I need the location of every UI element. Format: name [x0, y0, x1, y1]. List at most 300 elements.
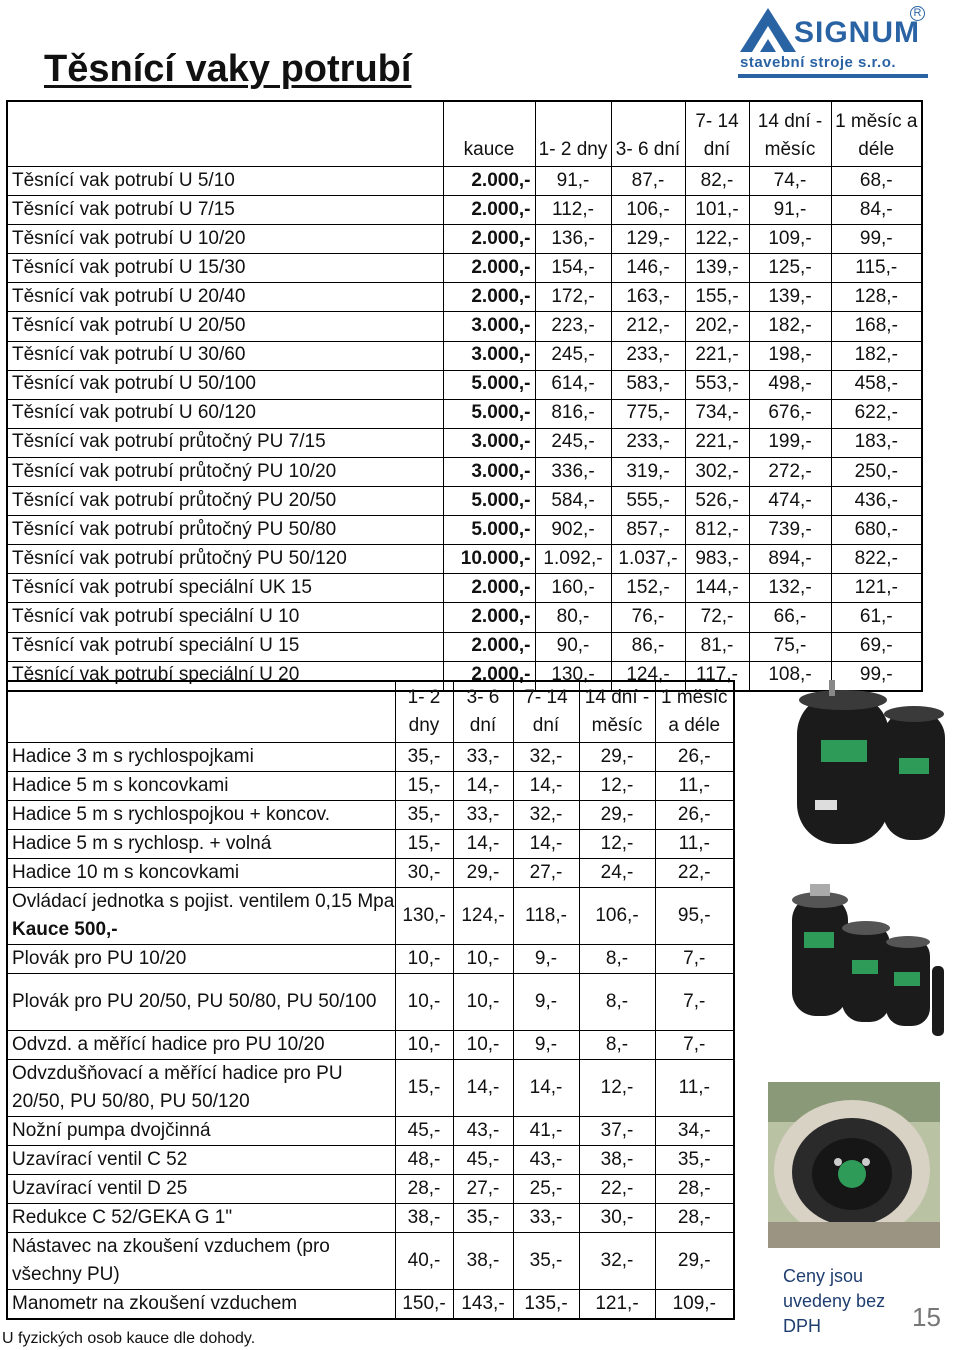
price-cell: 526,- [685, 487, 749, 516]
price-cell: 40,- [395, 1233, 453, 1290]
price-cell: 734,- [685, 399, 749, 428]
item-name: Těsnící vak potrubí U 60/120 [7, 399, 443, 428]
deposit-cell: 2.000,- [443, 167, 535, 196]
price-cell: 11,- [655, 772, 734, 801]
price-cell: 474,- [749, 487, 831, 516]
table-row [7, 457, 922, 486]
table-row [7, 1117, 734, 1146]
item-name: Těsnící vak potrubí speciální U 20 [7, 661, 443, 691]
table-row [7, 830, 734, 859]
item-name [7, 1117, 395, 1146]
price-cell: 7,- [655, 1031, 734, 1060]
table-row [7, 603, 922, 632]
deposit-cell: 2.000,- [443, 283, 535, 312]
price-cell: 29,- [579, 743, 655, 772]
price-cell: 583,- [611, 370, 685, 399]
header-item [7, 101, 443, 167]
header-month-plus: 1 měsíc a déle [655, 681, 734, 743]
price-cell: 10,- [453, 974, 513, 1031]
price-cell: 9,- [513, 945, 579, 974]
table-row [7, 743, 734, 772]
price-cell: 130,- [395, 888, 453, 945]
price-cell: 139,- [749, 283, 831, 312]
logo-underline [738, 74, 928, 78]
price-cell: 30,- [395, 859, 453, 888]
price-cell: 35,- [655, 1146, 734, 1175]
price-cell: 81,- [685, 632, 749, 661]
price-cell: 155,- [685, 283, 749, 312]
item-label: Hadice 10 m s koncovkami [12, 862, 240, 883]
table-row [7, 487, 922, 516]
item-label: Ovládací jednotka s pojist. ventilem 0,15 Mpa [12, 891, 395, 912]
item-label: Uzavírací ventil C 52 [12, 1149, 188, 1170]
deposit-cell: 5.000,- [443, 370, 535, 399]
page-title: Těsnící vaky potrubí [44, 48, 412, 90]
price-cell: 12,- [579, 1060, 655, 1117]
deposit-cell: 3.000,- [443, 428, 535, 457]
price-cell: 319,- [611, 457, 685, 486]
price-cell: 28,- [655, 1175, 734, 1204]
price-cell: 115,- [831, 254, 922, 283]
pipe-installation-photo [768, 1082, 940, 1248]
price-cell: 124,- [611, 661, 685, 691]
price-cell: 86,- [611, 632, 685, 661]
price-cell: 436,- [831, 487, 922, 516]
price-cell: 172,- [535, 283, 611, 312]
price-cell: 14,- [513, 1060, 579, 1117]
page-number: 15 [912, 1302, 941, 1332]
price-cell: 136,- [535, 225, 611, 254]
item-name [7, 1060, 395, 1117]
table-row [7, 196, 922, 225]
item-label: Plovák pro PU 20/50, PU 50/80, PU 50/100 [12, 991, 377, 1012]
header-deposit: kauce [443, 101, 535, 167]
price-cell: 26,- [655, 743, 734, 772]
price-cell: 132,- [749, 574, 831, 603]
price-cell: 212,- [611, 312, 685, 341]
table-row [7, 1290, 734, 1320]
price-cell: 676,- [749, 399, 831, 428]
item-name: Těsnící vak potrubí průtočný PU 50/120 [7, 545, 443, 574]
price-cell: 74,- [749, 167, 831, 196]
price-cell: 245,- [535, 428, 611, 457]
price-cell: 69,- [831, 632, 922, 661]
deposit-cell: 3.000,- [443, 312, 535, 341]
price-cell: 223,- [535, 312, 611, 341]
price-cell: 25,- [513, 1175, 579, 1204]
item-label: Hadice 3 m s rychlospojkami [12, 746, 254, 767]
header-7-14-days: 7- 14 dní [513, 681, 579, 743]
table-row [7, 516, 922, 545]
price-cell: 38,- [579, 1146, 655, 1175]
price-cell: 91,- [749, 196, 831, 225]
item-name [7, 859, 395, 888]
price-cell: 87,- [611, 167, 685, 196]
price-cell: 32,- [513, 743, 579, 772]
logo-subtitle: stavební stroje s.r.o. [740, 54, 897, 71]
item-name [7, 974, 395, 1031]
item-name [7, 1146, 395, 1175]
price-cell: 121,- [831, 574, 922, 603]
item-name [7, 1233, 395, 1290]
price-cell: 41,- [513, 1117, 579, 1146]
price-cell: 130,- [535, 661, 611, 691]
header-3-6-days: 3- 6 dní [453, 681, 513, 743]
price-cell: 129,- [611, 225, 685, 254]
header-1-2-days: 1- 2 dny [535, 101, 611, 167]
price-cell: 14,- [453, 830, 513, 859]
price-cell: 32,- [579, 1233, 655, 1290]
price-cell: 1.092,- [535, 545, 611, 574]
price-cell: 10,- [395, 945, 453, 974]
header-14-days-month: 14 dní - měsíc [579, 681, 655, 743]
item-name [7, 1290, 395, 1320]
price-cell: 8,- [579, 945, 655, 974]
price-cell: 163,- [611, 283, 685, 312]
price-cell: 272,- [749, 457, 831, 486]
price-cell: 199,- [749, 428, 831, 457]
price-cell: 34,- [655, 1117, 734, 1146]
price-cell: 101,- [685, 196, 749, 225]
price-cell: 109,- [655, 1290, 734, 1320]
price-cell: 27,- [513, 859, 579, 888]
price-cell: 112,- [535, 196, 611, 225]
price-cell: 8,- [579, 1031, 655, 1060]
price-cell: 24,- [579, 859, 655, 888]
table-row [7, 1031, 734, 1060]
table-row [7, 888, 734, 945]
price-cell: 498,- [749, 370, 831, 399]
logo-registered-mark: R [910, 6, 925, 21]
price-cell: 555,- [611, 487, 685, 516]
price-cell: 28,- [655, 1204, 734, 1233]
price-cell: 983,- [685, 545, 749, 574]
item-label: Manometr na zkoušení vzduchem [12, 1293, 298, 1314]
item-name [7, 1175, 395, 1204]
price-cell: 95,- [655, 888, 734, 945]
price-cell: 458,- [831, 370, 922, 399]
price-cell: 221,- [685, 341, 749, 370]
item-name [7, 1031, 395, 1060]
price-cell: 144,- [685, 574, 749, 603]
item-name: Těsnící vak potrubí U 10/20 [7, 225, 443, 254]
price-cell: 90,- [535, 632, 611, 661]
item-name [7, 945, 395, 974]
item-label: Hadice 5 m s rychlospojkou + koncov. [12, 804, 331, 825]
item-name: Těsnící vak potrubí U 5/10 [7, 167, 443, 196]
price-cell: 250,- [831, 457, 922, 486]
price-cell: 857,- [611, 516, 685, 545]
price-cell: 15,- [395, 1060, 453, 1117]
price-cell: 553,- [685, 370, 749, 399]
price-cell: 35,- [453, 1204, 513, 1233]
item-name: Těsnící vak potrubí průtočný PU 7/15 [7, 428, 443, 457]
price-cell: 143,- [453, 1290, 513, 1320]
price-cell: 38,- [395, 1204, 453, 1233]
price-cell: 135,- [513, 1290, 579, 1320]
deposit-cell: 5.000,- [443, 516, 535, 545]
price-cell: 233,- [611, 428, 685, 457]
price-cell: 775,- [611, 399, 685, 428]
deposit-cell: 2.000,- [443, 632, 535, 661]
table-row [7, 341, 922, 370]
table-row [7, 574, 922, 603]
price-cell: 14,- [453, 1060, 513, 1117]
price-cell: 154,- [535, 254, 611, 283]
price-cell: 75,- [749, 632, 831, 661]
price-cell: 32,- [513, 801, 579, 830]
price-cell: 14,- [513, 830, 579, 859]
price-cell: 72,- [685, 603, 749, 632]
deposit-note: Kauce 500,- [12, 919, 118, 940]
price-cell: 33,- [453, 801, 513, 830]
sealing-bags-price-table [6, 100, 923, 692]
item-name: Těsnící vak potrubí průtočný PU 10/20 [7, 457, 443, 486]
table-row [7, 312, 922, 341]
item-name [7, 772, 395, 801]
price-cell: 336,- [535, 457, 611, 486]
item-label: Uzavírací ventil D 25 [12, 1178, 188, 1199]
price-cell: 37,- [579, 1117, 655, 1146]
price-cell: 99,- [831, 225, 922, 254]
price-cell: 22,- [579, 1175, 655, 1204]
item-name: Těsnící vak potrubí U 50/100 [7, 370, 443, 399]
table-row [7, 974, 734, 1031]
logo-brand: SIGNUM [794, 16, 920, 49]
price-cell: 29,- [453, 859, 513, 888]
price-cell: 66,- [749, 603, 831, 632]
table-row [7, 545, 922, 574]
sealing-bags-photo-2 [782, 876, 957, 1046]
accessories-price-table [6, 680, 735, 1320]
deposit-footnote: U fyzických osob kauce dle dohody. [2, 1330, 256, 1347]
price-cell: 221,- [685, 428, 749, 457]
price-cell: 61,- [831, 603, 922, 632]
logo-mark-icon [738, 6, 798, 54]
price-cell: 27,- [453, 1175, 513, 1204]
header-14-days-month: 14 dní - měsíc [749, 101, 831, 167]
price-cell: 812,- [685, 516, 749, 545]
table-row [7, 1233, 734, 1290]
item-name: Těsnící vak potrubí speciální U 15 [7, 632, 443, 661]
price-cell: 14,- [513, 772, 579, 801]
item-label: Hadice 5 m s rychlosp. + volná [12, 833, 272, 854]
price-cell: 822,- [831, 545, 922, 574]
price-cell: 84,- [831, 196, 922, 225]
price-cell: 11,- [655, 830, 734, 859]
table-row [7, 399, 922, 428]
item-name: Těsnící vak potrubí U 20/50 [7, 312, 443, 341]
price-cell: 35,- [513, 1233, 579, 1290]
price-cell: 121,- [579, 1290, 655, 1320]
deposit-cell: 5.000,- [443, 487, 535, 516]
table-row [7, 801, 734, 830]
price-cell: 9,- [513, 974, 579, 1031]
price-cell: 106,- [579, 888, 655, 945]
item-label: Nožní pumpa dvojčinná [12, 1120, 211, 1141]
item-label: Redukce C 52/GEKA G 1" [12, 1207, 233, 1228]
header-7-14-days: 7- 14 dní [685, 101, 749, 167]
price-cell: 146,- [611, 254, 685, 283]
table-row [7, 1175, 734, 1204]
table-row [7, 632, 922, 661]
price-cell: 622,- [831, 399, 922, 428]
item-name [7, 801, 395, 830]
price-cell: 38,- [453, 1233, 513, 1290]
deposit-cell: 2.000,- [443, 254, 535, 283]
price-cell: 15,- [395, 772, 453, 801]
price-cell: 183,- [831, 428, 922, 457]
table-row [7, 1060, 734, 1117]
deposit-cell: 10.000,- [443, 545, 535, 574]
table-row [7, 283, 922, 312]
price-cell: 108,- [749, 661, 831, 691]
signum-logo [738, 4, 928, 90]
price-cell: 302,- [685, 457, 749, 486]
price-cell: 152,- [611, 574, 685, 603]
price-cell: 8,- [579, 974, 655, 1031]
price-cell: 233,- [611, 341, 685, 370]
item-name: Těsnící vak potrubí speciální U 10 [7, 603, 443, 632]
deposit-cell: 2.000,- [443, 196, 535, 225]
price-cell: 45,- [453, 1146, 513, 1175]
item-label: Odvzd. a měřící hadice pro PU 10/20 [12, 1034, 325, 1055]
deposit-cell: 3.000,- [443, 457, 535, 486]
price-cell: 43,- [453, 1117, 513, 1146]
item-name: Těsnící vak potrubí U 7/15 [7, 196, 443, 225]
price-cell: 168,- [831, 312, 922, 341]
item-name: Těsnící vak potrubí speciální UK 15 [7, 574, 443, 603]
deposit-cell: 3.000,- [443, 341, 535, 370]
item-name [7, 830, 395, 859]
item-name: Těsnící vak potrubí U 20/40 [7, 283, 443, 312]
price-cell: 816,- [535, 399, 611, 428]
price-cell: 128,- [831, 283, 922, 312]
header-item [7, 681, 395, 743]
table-row [7, 772, 734, 801]
item-label: Plovák pro PU 10/20 [12, 948, 187, 969]
price-cell: 48,- [395, 1146, 453, 1175]
price-cell: 22,- [655, 859, 734, 888]
item-name [7, 743, 395, 772]
price-cell: 35,- [395, 801, 453, 830]
price-cell: 614,- [535, 370, 611, 399]
item-name: Těsnící vak potrubí U 15/30 [7, 254, 443, 283]
price-cell: 10,- [395, 1031, 453, 1060]
price-cell: 99,- [831, 661, 922, 691]
item-name: Těsnící vak potrubí průtočný PU 50/80 [7, 516, 443, 545]
price-cell: 7,- [655, 974, 734, 1031]
price-cell: 894,- [749, 545, 831, 574]
price-cell: 35,- [395, 743, 453, 772]
table-row [7, 254, 922, 283]
price-cell: 14,- [453, 772, 513, 801]
table-row [7, 167, 922, 196]
price-cell: 91,- [535, 167, 611, 196]
price-cell: 30,- [579, 1204, 655, 1233]
table-row [7, 945, 734, 974]
price-cell: 182,- [831, 341, 922, 370]
price-cell: 10,- [453, 945, 513, 974]
price-cell: 680,- [831, 516, 922, 545]
header-1-2-days: 1- 2 dny [395, 681, 453, 743]
table-header-row [7, 101, 922, 167]
price-cell: 7,- [655, 945, 734, 974]
price-cell: 9,- [513, 1031, 579, 1060]
vat-note: Ceny jsou uvedeny bez DPH [783, 1266, 886, 1336]
price-cell: 45,- [395, 1117, 453, 1146]
deposit-cell: 2.000,- [443, 603, 535, 632]
price-cell: 12,- [579, 830, 655, 859]
table-row [7, 1204, 734, 1233]
price-cell: 29,- [579, 801, 655, 830]
price-cell: 28,- [395, 1175, 453, 1204]
price-cell: 82,- [685, 167, 749, 196]
item-name: Těsnící vak potrubí průtočný PU 20/50 [7, 487, 443, 516]
item-label: Odvzdušňovací a měřící hadice pro PU 20/50, PU 50/80, PU 50/120 [12, 1063, 343, 1112]
price-cell: 160,- [535, 574, 611, 603]
table-row [7, 428, 922, 457]
price-cell: 739,- [749, 516, 831, 545]
price-cell: 122,- [685, 225, 749, 254]
price-cell: 29,- [655, 1233, 734, 1290]
price-cell: 117,- [685, 661, 749, 691]
price-cell: 15,- [395, 830, 453, 859]
price-cell: 198,- [749, 341, 831, 370]
price-cell: 202,- [685, 312, 749, 341]
price-cell: 109,- [749, 225, 831, 254]
price-cell: 33,- [513, 1204, 579, 1233]
price-cell: 125,- [749, 254, 831, 283]
price-cell: 76,- [611, 603, 685, 632]
price-cell: 26,- [655, 801, 734, 830]
price-cell: 1.037,- [611, 545, 685, 574]
price-cell: 43,- [513, 1146, 579, 1175]
deposit-cell: 2.000,- [443, 225, 535, 254]
price-cell: 80,- [535, 603, 611, 632]
deposit-cell: 2.000,- [443, 574, 535, 603]
price-cell: 245,- [535, 341, 611, 370]
price-cell: 10,- [453, 1031, 513, 1060]
deposit-cell: 5.000,- [443, 399, 535, 428]
item-name: Těsnící vak potrubí U 30/60 [7, 341, 443, 370]
header-3-6-days: 3- 6 dní [611, 101, 685, 167]
item-label: Nástavec na zkoušení vzduchem (pro všechny PU) [12, 1236, 330, 1285]
price-cell: 12,- [579, 772, 655, 801]
item-name [7, 888, 395, 945]
header-month-plus: 1 měsíc a déle [831, 101, 922, 167]
table-row [7, 370, 922, 399]
price-cell: 902,- [535, 516, 611, 545]
price-cell: 124,- [453, 888, 513, 945]
price-cell: 182,- [749, 312, 831, 341]
sealing-bags-photo-1 [785, 680, 955, 870]
price-cell: 106,- [611, 196, 685, 225]
item-label: Hadice 5 m s koncovkami [12, 775, 229, 796]
item-name [7, 1204, 395, 1233]
table-row [7, 859, 734, 888]
price-cell: 33,- [453, 743, 513, 772]
table-row [7, 1146, 734, 1175]
price-cell: 11,- [655, 1060, 734, 1117]
price-cell: 68,- [831, 167, 922, 196]
table-header-row [7, 681, 734, 743]
price-cell: 118,- [513, 888, 579, 945]
price-cell: 10,- [395, 974, 453, 1031]
price-cell: 584,- [535, 487, 611, 516]
price-cell: 150,- [395, 1290, 453, 1320]
table-row [7, 225, 922, 254]
